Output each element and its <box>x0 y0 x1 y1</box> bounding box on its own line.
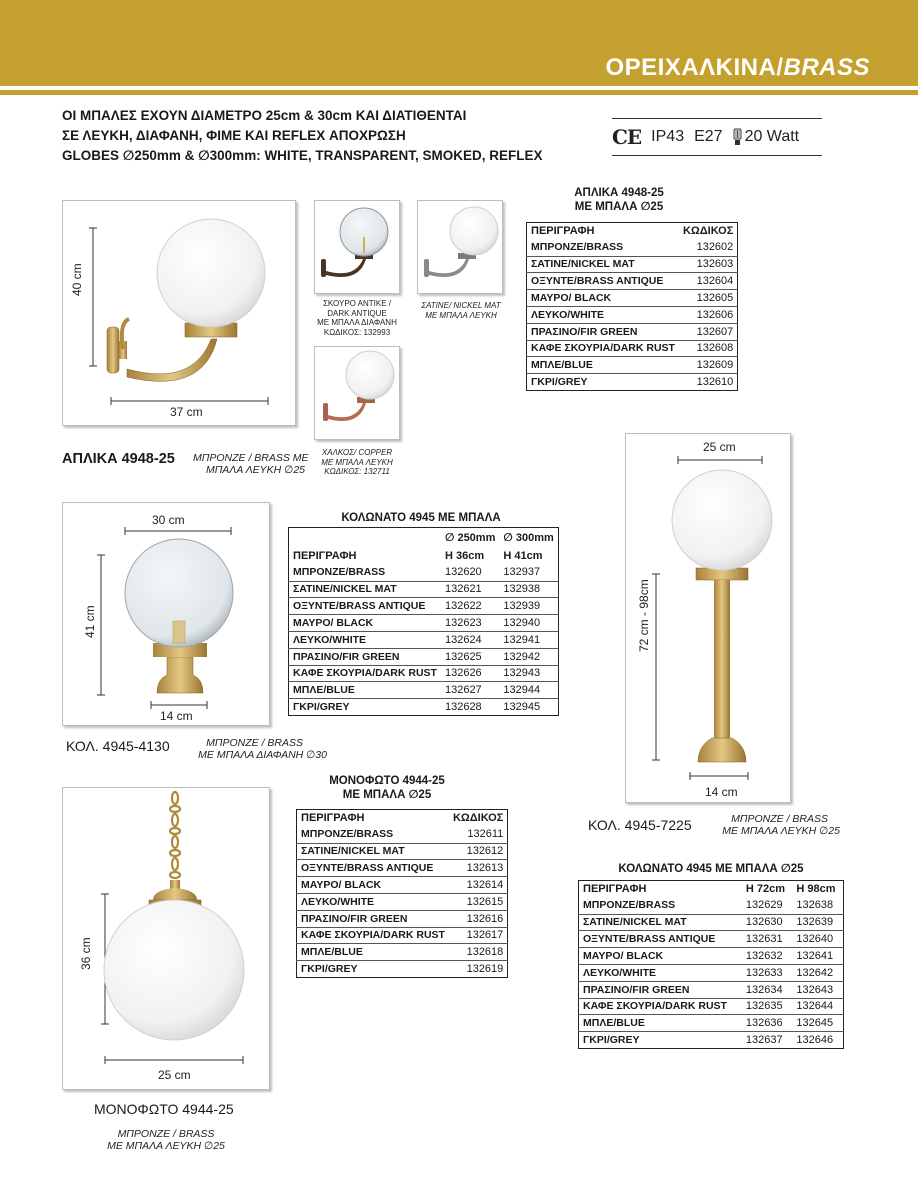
intro-text <box>62 106 542 166</box>
row-code: 132939 <box>499 598 558 615</box>
row-description: ΜΑΥΡΟ/ BLACK <box>579 948 742 965</box>
satine-caption-2: ΜΕ ΜΠΑΛΑ ΛΕΥΚΗ <box>425 310 497 320</box>
row-code: 132941 <box>499 631 558 648</box>
table-row <box>297 826 508 843</box>
row-description: ΓΚΡΙ/GREY <box>301 963 358 976</box>
row-description: ΛΕΥΚΟ/WHITE <box>297 893 449 910</box>
row-description: ΛΕΥΚΟ/WHITE <box>579 964 742 981</box>
table-post-title: ΚΟΛΩΝΑΤΟ 4945 ΜΕ ΜΠΑΛΑ <box>341 512 501 524</box>
row-code: 132940 <box>499 615 558 632</box>
row-code: 132612 <box>449 843 508 860</box>
satine-caption <box>414 301 508 320</box>
row-code: 132615 <box>449 893 508 910</box>
socket-type: E27 <box>694 128 723 145</box>
table-pendant-title <box>296 774 478 802</box>
spec-box <box>612 118 822 156</box>
row-code: 132637 <box>745 1034 783 1047</box>
row-code: 132603 <box>679 256 738 273</box>
table-row <box>289 581 559 598</box>
table-row <box>289 682 559 699</box>
copper-photo <box>314 346 400 440</box>
copper-caption <box>310 448 404 477</box>
row-code: 132945 <box>503 701 541 714</box>
row-description: ΜΑΥΡΟ/ BLACK <box>297 877 449 894</box>
pendant-width-label: 25 cm <box>158 1068 191 1082</box>
table-row <box>297 877 508 894</box>
title-greek: ΟΡΕΙΧΑΛΚΙΝΑ/ <box>605 54 784 81</box>
short-post-caption: ΚΟΛ. 4945-4130 <box>66 738 170 754</box>
pendant-height-label: 36 cm <box>79 937 93 970</box>
pendant-note-line-2: ΜΕ ΜΠΑΛΑ ΛΕΥΚΗ ∅25 <box>107 1140 225 1152</box>
table-row <box>527 374 738 391</box>
wall-lamp-height-label: 40 cm <box>70 263 84 296</box>
table-post <box>288 527 559 716</box>
pendant-note <box>96 1128 236 1152</box>
table-row <box>297 944 508 961</box>
row-code: 132938 <box>499 581 558 598</box>
table-row <box>579 931 844 948</box>
row-code: 132642 <box>792 964 843 981</box>
row-code: 132605 <box>679 290 738 307</box>
wall-lamp-note-line-1: ΜΠΡΟΝΖΕ / BRASS ME <box>193 452 309 464</box>
tall-post-note-line-1: ΜΠΡΟΝΖΕ / BRASS <box>731 813 828 825</box>
table-row <box>527 256 738 273</box>
table-post-col-desc: ΠΕΡΙΓΡΑΦΗ <box>293 549 357 562</box>
pendant-photo <box>62 787 270 1090</box>
table-row <box>579 897 844 914</box>
row-code: 132636 <box>742 1015 793 1032</box>
row-description: ΠΡΑΣΙΝΟ/FIR GREEN <box>297 910 449 927</box>
table-row <box>289 598 559 615</box>
tall-post-base-label: 14 cm <box>705 785 738 799</box>
table-row <box>297 843 508 860</box>
row-code: 132641 <box>792 948 843 965</box>
row-code: 132633 <box>742 964 793 981</box>
row-code: 132638 <box>792 897 843 914</box>
dark-antique-caption-1: ΣΚΟΥΡΟ ΑΝΤΙΚΕ / <box>322 299 391 308</box>
row-description: ΜΠΡΟΝΖΕ/BRASS <box>579 897 742 914</box>
tall-post-note <box>712 813 840 837</box>
table-post25-col2: Η 98cm <box>796 883 836 896</box>
table-pendant-title-1: ΜΟΝΟΦΩΤΟ 4944-25 <box>329 775 445 787</box>
table-wall-title <box>526 186 712 214</box>
row-code: 132631 <box>742 931 793 948</box>
row-code: 132635 <box>742 998 793 1015</box>
short-post-height-label: 41 cm <box>83 605 97 638</box>
table-row <box>527 340 738 357</box>
table-row <box>289 615 559 632</box>
table-post-col2-top: ∅ 300mm <box>503 532 554 545</box>
table-post-col2-sub: Η 41cm <box>503 549 543 562</box>
wall-lamp-note <box>193 452 309 476</box>
bulb-icon <box>733 128 742 146</box>
row-code: 132645 <box>792 1015 843 1032</box>
table-post25-title: ΚΟΛΩΝΑΤΟ 4945 ΜΕ ΜΠΑΛΑ ∅25 <box>618 863 804 875</box>
table-post-col1-sub: Η 36cm <box>444 549 485 562</box>
row-code: 132942 <box>499 648 558 665</box>
row-description: ΣΑΤΙΝΕ/NICKEL MAT <box>289 581 441 598</box>
table-pendant-col-desc: ΠΕΡΙΓΡΑΦΗ <box>301 812 365 825</box>
wall-lamp-caption: ΑΠΛΙΚΑ 4948-25 <box>62 451 175 467</box>
row-code: 132621 <box>441 581 499 598</box>
table-row <box>579 1032 844 1049</box>
row-description: ΟΞΥΝΤΕ/BRASS ANTIQUE <box>297 860 449 877</box>
table-wall-col-desc: ΠΕΡΙΓΡΑΦΗ <box>531 225 595 238</box>
row-code: 132630 <box>742 914 793 931</box>
row-description: ΓΚΡΙ/GREY <box>583 1034 640 1047</box>
tall-post-note-line-2: ΜΕ ΜΠΑΛΑ ΛΕΥΚΗ ∅25 <box>722 825 840 837</box>
copper-caption-1: ΧΑΛΚΟΣ/ COPPER <box>321 448 393 457</box>
header-stripe-gold <box>0 90 918 95</box>
table-row <box>579 948 844 965</box>
intro-line-1: ΟΙ ΜΠΑΛΕΣ ΕΧΟΥΝ ΔΙΑΜΕΤΡΟ 25cm & 30cm ΚΑΙ ΔΙΑΤΙΘΕΝΤΑΙ <box>62 108 467 123</box>
row-code: 132943 <box>499 665 558 682</box>
row-code: 132624 <box>441 631 499 648</box>
row-description: ΜΠΡΟΝΖΕ/BRASS <box>297 826 449 843</box>
tall-post-caption: ΚΟΛ. 4945-7225 <box>588 817 692 833</box>
row-description: ΟΞΥΝΤΕ/BRASS ANTIQUE <box>579 931 742 948</box>
dark-antique-caption <box>310 299 404 337</box>
row-description: ΟΞΥΝΤΕ/BRASS ANTIQUE <box>289 598 441 615</box>
row-description: ΚΑΦΕ ΣΚΟΥΡΙΑ/DARK RUST <box>297 927 449 944</box>
table-row <box>527 357 738 374</box>
row-description: ΜΑΥΡΟ/ BLACK <box>289 615 441 632</box>
row-code: 132604 <box>679 273 738 290</box>
short-post-base-label: 14 cm <box>160 709 193 723</box>
short-post-note-line-1: ΜΠΡΟΝΖΕ / BRASS <box>206 737 303 749</box>
table-post-col1-top: ∅ 250mm <box>444 532 496 545</box>
row-code: 132616 <box>449 910 508 927</box>
table-post25 <box>578 880 844 1049</box>
table-post25-col1: Η 72cm <box>745 883 786 896</box>
copper-caption-3: ΚΩΔΙΚΟΣ: 132711 <box>324 467 390 476</box>
table-row <box>289 564 559 581</box>
row-code: 132617 <box>449 927 508 944</box>
row-code: 132644 <box>792 998 843 1015</box>
intro-line-2: ΣΕ ΛΕΥΚΗ, ΔΙΑΦΑΝΗ, ΦΙΜΕ ΚΑΙ REFLEX ΑΠΟΧΡΩΣΗ <box>62 128 406 143</box>
table-pendant-col-code: ΚΩΔΙΚΟΣ <box>452 812 504 825</box>
table-row <box>289 665 559 682</box>
row-description: ΠΡΑΣΙΝΟ/FIR GREEN <box>579 981 742 998</box>
table-row <box>297 893 508 910</box>
row-code: 132613 <box>449 860 508 877</box>
dark-antique-caption-3: ΜΕ ΜΠΑΛΑ ΔΙΑΦΑΝΗ <box>317 318 397 327</box>
row-code: 132620 <box>441 564 499 581</box>
table-row <box>297 860 508 877</box>
tall-post-width-label: 25 cm <box>703 440 736 454</box>
dark-antique-photo <box>314 200 400 294</box>
row-code: 132629 <box>742 897 793 914</box>
row-code: 132619 <box>466 963 504 976</box>
row-code: 132643 <box>792 981 843 998</box>
row-code: 132622 <box>441 598 499 615</box>
dark-antique-caption-4: ΚΩΔΙΚΟΣ: 132993 <box>323 327 391 337</box>
table-row <box>527 323 738 340</box>
table-row <box>527 290 738 307</box>
row-description: ΠΡΑΣΙΝΟ/FIR GREEN <box>527 323 679 340</box>
satine-photo <box>417 200 503 294</box>
table-wall-title-2: ΜΕ ΜΠΑΛΑ ∅25 <box>574 201 664 213</box>
copper-caption-2: ΜΕ ΜΠΑΛΑ ΛΕΥΚΗ <box>321 457 393 467</box>
table-row <box>579 914 844 931</box>
table-row <box>297 910 508 927</box>
row-description: ΣΑΤΙΝΕ/NICKEL MAT <box>297 843 449 860</box>
row-code: 132646 <box>796 1034 834 1047</box>
title-english: BRASS <box>783 54 870 81</box>
table-pendant-title-2: ΜΕ ΜΠΑΛΑ ∅25 <box>342 789 432 801</box>
short-post-width-label: 30 cm <box>152 513 185 527</box>
row-description: ΚΑΦΕ ΣΚΟΥΡΙΑ/DARK RUST <box>527 340 679 357</box>
row-code: 132634 <box>742 981 793 998</box>
row-code: 132606 <box>679 306 738 323</box>
wall-lamp-photo <box>62 200 296 426</box>
row-description: ΜΠΛΕ/BLUE <box>579 1015 742 1032</box>
row-description: ΠΡΑΣΙΝΟ/FIR GREEN <box>289 648 441 665</box>
intro-line-3: GLOBES ∅250mm & ∅300mm: WHITE, TRANSPARENT, SMOKED, REFLEX <box>62 148 543 163</box>
table-row <box>579 964 844 981</box>
row-description: ΛΕΥΚΟ/WHITE <box>289 631 441 648</box>
wattage: 20 Watt <box>744 128 800 145</box>
row-code: 132632 <box>742 948 793 965</box>
row-description: ΓΚΡΙ/GREY <box>531 376 588 389</box>
row-description: ΟΞΥΝΤΕ/BRASS ANTIQUE <box>527 273 679 290</box>
wall-lamp-note-line-2: ΜΠΑΛΑ ΛΕΥΚΗ ∅25 <box>205 464 305 476</box>
table-post25-col-desc: ΠΕΡΙΓΡΑΦΗ <box>583 883 647 896</box>
row-description: ΜΠΡΟΝΖΕ/BRASS <box>527 239 679 256</box>
wall-lamp-width-label: 37 cm <box>170 405 203 419</box>
row-code: 132944 <box>499 682 558 699</box>
row-code: 132937 <box>499 564 558 581</box>
row-description: ΜΠΡΟΝΖΕ/BRASS <box>289 564 441 581</box>
row-code: 132628 <box>444 701 482 714</box>
row-description: ΜΠΛΕ/BLUE <box>289 682 441 699</box>
row-description: ΓΚΡΙ/GREY <box>293 701 350 714</box>
table-row <box>527 306 738 323</box>
pendant-note-line-1: ΜΠΡΟΝΖΕ / BRASS <box>117 1128 215 1140</box>
row-description: ΜΑΥΡΟ/ BLACK <box>527 290 679 307</box>
table-pendant <box>296 809 508 978</box>
row-code: 132614 <box>449 877 508 894</box>
row-description: ΚΑΦΕ ΣΚΟΥΡΙΑ/DARK RUST <box>579 998 742 1015</box>
row-code: 132639 <box>792 914 843 931</box>
satine-caption-1: ΣΑΤΙΝΕ/ NICKEL MAT <box>421 301 501 310</box>
row-code: 132607 <box>679 323 738 340</box>
pendant-caption: ΜΟΝΟΦΩΤΟ 4944-25 <box>94 1101 234 1117</box>
page-title <box>605 54 870 82</box>
table-row <box>579 1015 844 1032</box>
row-code: 132626 <box>441 665 499 682</box>
table-wall <box>526 222 738 391</box>
table-row <box>527 239 738 256</box>
table-wall-title-1: ΑΠΛΙΚΑ 4948-25 <box>574 187 664 199</box>
ce-mark: CE <box>612 125 642 149</box>
row-description: ΣΑΤΙΝΕ/NICKEL MAT <box>527 256 679 273</box>
table-wall-col-code: ΚΩΔΙΚΟΣ <box>682 225 734 238</box>
dark-antique-caption-2: DARK ANTIQUE <box>327 308 387 318</box>
table-row <box>289 648 559 665</box>
table-row <box>297 927 508 944</box>
row-code: 132627 <box>441 682 499 699</box>
table-row <box>579 981 844 998</box>
row-code: 132602 <box>679 239 738 256</box>
row-code: 132640 <box>792 931 843 948</box>
row-code: 132618 <box>449 944 508 961</box>
table-row <box>579 998 844 1015</box>
row-description: ΜΠΛΕ/BLUE <box>527 357 679 374</box>
table-row <box>527 273 738 290</box>
row-code: 132611 <box>449 826 508 843</box>
row-description: ΛΕΥΚΟ/WHITE <box>527 306 679 323</box>
row-code: 132610 <box>696 376 734 389</box>
tall-post-height-label: 72 cm - 98cm <box>637 579 651 652</box>
ip-rating: IP43 <box>651 128 685 145</box>
row-code: 132608 <box>679 340 738 357</box>
table-row <box>297 961 508 978</box>
table-row <box>289 699 559 716</box>
table-row <box>289 631 559 648</box>
row-description: ΚΑΦΕ ΣΚΟΥΡΙΑ/DARK RUST <box>289 665 441 682</box>
row-description: ΣΑΤΙΝΕ/NICKEL MAT <box>579 914 742 931</box>
row-code: 132625 <box>441 648 499 665</box>
short-post-note <box>187 737 327 761</box>
row-description: ΜΠΛΕ/BLUE <box>297 944 449 961</box>
row-code: 132623 <box>441 615 499 632</box>
row-code: 132609 <box>679 357 738 374</box>
short-post-note-line-2: ΜΕ ΜΠΑΛΑ ΔΙΑΦΑΝΗ ∅30 <box>198 749 327 761</box>
